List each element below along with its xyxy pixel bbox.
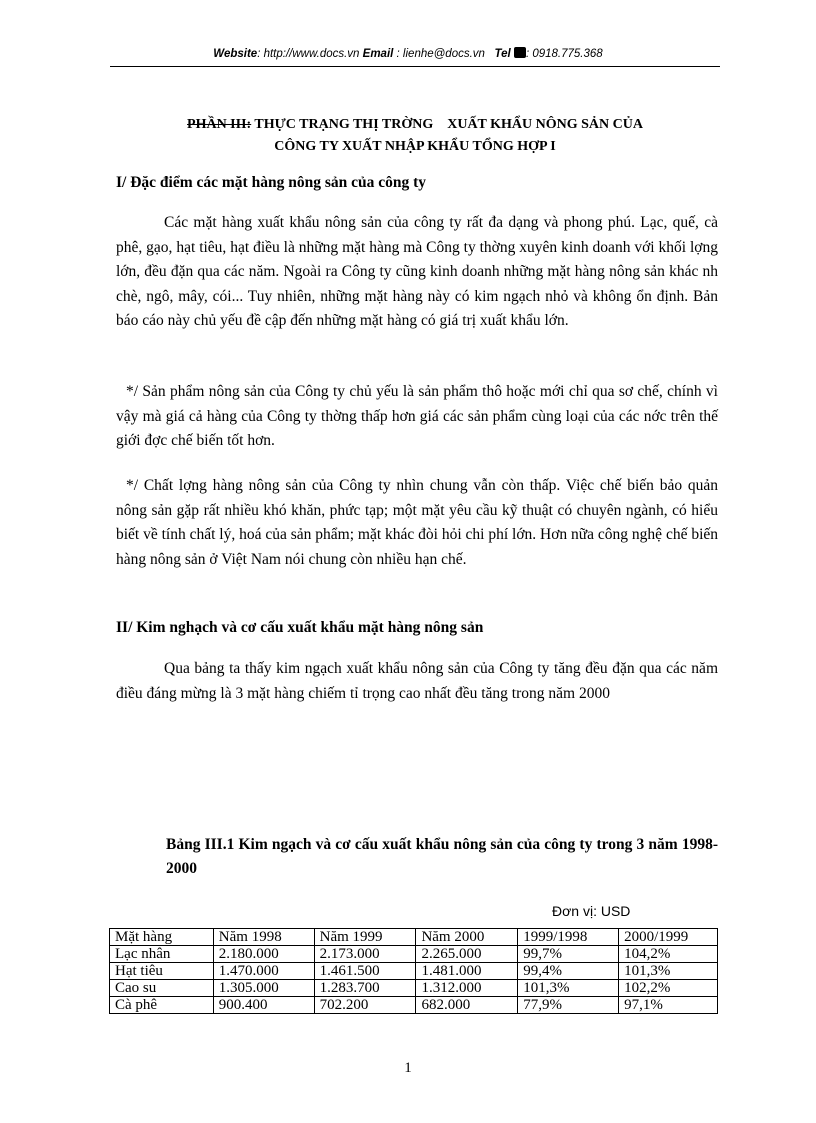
table-cell: 1.481.000	[416, 963, 518, 980]
table-cell: 1.461.500	[314, 963, 416, 980]
section1-paragraph3	[116, 474, 718, 572]
table-cell: Cao su	[110, 980, 214, 997]
section1-paragraph2	[116, 380, 718, 454]
table-cell: 104,2%	[619, 946, 718, 963]
table-cell: 101,3%	[619, 963, 718, 980]
email-label: Email	[362, 48, 394, 60]
table-row	[110, 963, 718, 980]
export-table	[109, 928, 718, 1014]
phone-icon	[514, 47, 526, 58]
table-cell: 102,2%	[619, 980, 718, 997]
table-unit: Đơn vị: USD	[552, 903, 631, 919]
table-cell: 77,9%	[518, 997, 619, 1014]
table-caption: Bảng III.1 Kim ngạch và cơ cấu xuất khẩu nông sản của công ty trong 3 năm 1998-2000	[166, 836, 718, 877]
table-row	[110, 946, 718, 963]
page-number: 1	[404, 1060, 412, 1076]
table-cell: 97,1%	[619, 997, 718, 1014]
table-cell: 99,7%	[518, 946, 619, 963]
table-cell: Cà phê	[110, 997, 214, 1014]
section1-heading: I/ Đặc điểm các mặt hàng nông sản của công ty	[116, 174, 427, 191]
table-header-cell: Mặt hàng	[110, 929, 214, 946]
table-cell: 1.470.000	[213, 963, 314, 980]
table-header-cell: 1999/1998	[518, 929, 619, 946]
table-header-cell: Năm 1999	[314, 929, 416, 946]
table-header-cell: Năm 2000	[416, 929, 518, 946]
table-cell: 682.000	[416, 997, 518, 1014]
chapter-title	[110, 114, 720, 158]
email-value[interactable]: : lienhe@docs.vn	[396, 48, 485, 60]
table-cell: 900.400	[213, 997, 314, 1014]
table-cell: 2.265.000	[416, 946, 518, 963]
tel-label: Tel	[494, 48, 511, 60]
table-cell: 2.173.000	[314, 946, 416, 963]
header-rule	[110, 66, 720, 67]
table-row	[110, 997, 718, 1014]
page-header	[0, 47, 816, 60]
table-cell: 1.283.700	[314, 980, 416, 997]
chapter-title-line1: THỰC TRẠNG THỊ TRỜNG XUẤT KHẨU NÔNG SẢN CỦA	[251, 117, 643, 132]
table-cell: 99,4%	[518, 963, 619, 980]
section1-paragraph1-text: Các mặt hàng xuất khẩu nông sản của công ty rất đa dạng và phong phú. Lạc, quế, cà phê, gạo, hạt tiêu, hạt điều là những mặt hàng mà Công ty thờng xuyên kinh doanh với khối lợng lớn, đều đặn qua các năm. Ngoài ra Công ty cũng kinh doanh những mặt hàng nông sản khác nh chè, ngô, mây, cói... Tuy nhiên, những mặt hàng này có kim ngạch nhỏ và không ổn định. Bản báo cáo này chủ yếu đề cập đến những mặt hàng có giá trị xuất khẩu lớn.	[116, 214, 718, 329]
chapter-prefix: PHẦN III:	[187, 117, 252, 132]
tel-value: : 0918.775.368	[525, 48, 603, 60]
website-value[interactable]: : http://www.docs.vn	[257, 48, 360, 60]
section1-paragraph3-text: */ Chất lợng hàng nông sản của Công ty nhìn chung vẫn còn thấp. Việc chế biến bảo quản nông sản gặp rất nhiều khó khăn, phức tạp; một mặt yêu cầu kỹ thuật có chuyên ngành, có hiểu biết về tính chất lý, hoá của sản phẩm; mặt khác đòi hỏi chi phí lớn. Hơn nữa công nghệ chế biến hàng nông sản ở Việt Nam nói chung còn nhiều hạn chế.	[116, 477, 719, 568]
table-cell: 702.200	[314, 997, 416, 1014]
table-cell: Lạc nhân	[110, 946, 214, 963]
section1-paragraph2-text: */ Sản phẩm nông sản của Công ty chủ yếu là sản phẩm thô hoặc mới chỉ qua sơ chế, chính vì vậy mà giá cả hàng của Công ty thờng thấp hơn giá các sản phẩm cùng loại của các nớc trên thế giới đợc chế biến tốt hơn.	[116, 383, 718, 449]
table-header-cell: Năm 1998	[213, 929, 314, 946]
section2-heading: II/ Kim nghạch và cơ cấu xuất khẩu mặt hàng nông sản	[116, 619, 484, 636]
table-header-row	[110, 929, 718, 946]
table-row	[110, 980, 718, 997]
section2-paragraph1-text: Qua bảng ta thấy kim ngạch xuất khẩu nông sản của Công ty tăng đều đặn qua các năm điều đáng mừng là 3 mặt hàng chiếm tỉ trọng cao nhất đều tăng trong năm 2000	[116, 660, 718, 702]
section1-paragraph1	[116, 211, 718, 334]
table-cell: 101,3%	[518, 980, 619, 997]
table-header-cell: 2000/1999	[619, 929, 718, 946]
table-cell: 1.305.000	[213, 980, 314, 997]
chapter-title-line2: CÔNG TY XUẤT NHẬP KHẨU TỔNG HỢP I	[274, 139, 556, 154]
table-cell: 1.312.000	[416, 980, 518, 997]
table-cell: Hạt tiêu	[110, 963, 214, 980]
section2-paragraph1	[116, 657, 718, 706]
table-cell: 2.180.000	[213, 946, 314, 963]
website-label: Website	[213, 48, 258, 60]
